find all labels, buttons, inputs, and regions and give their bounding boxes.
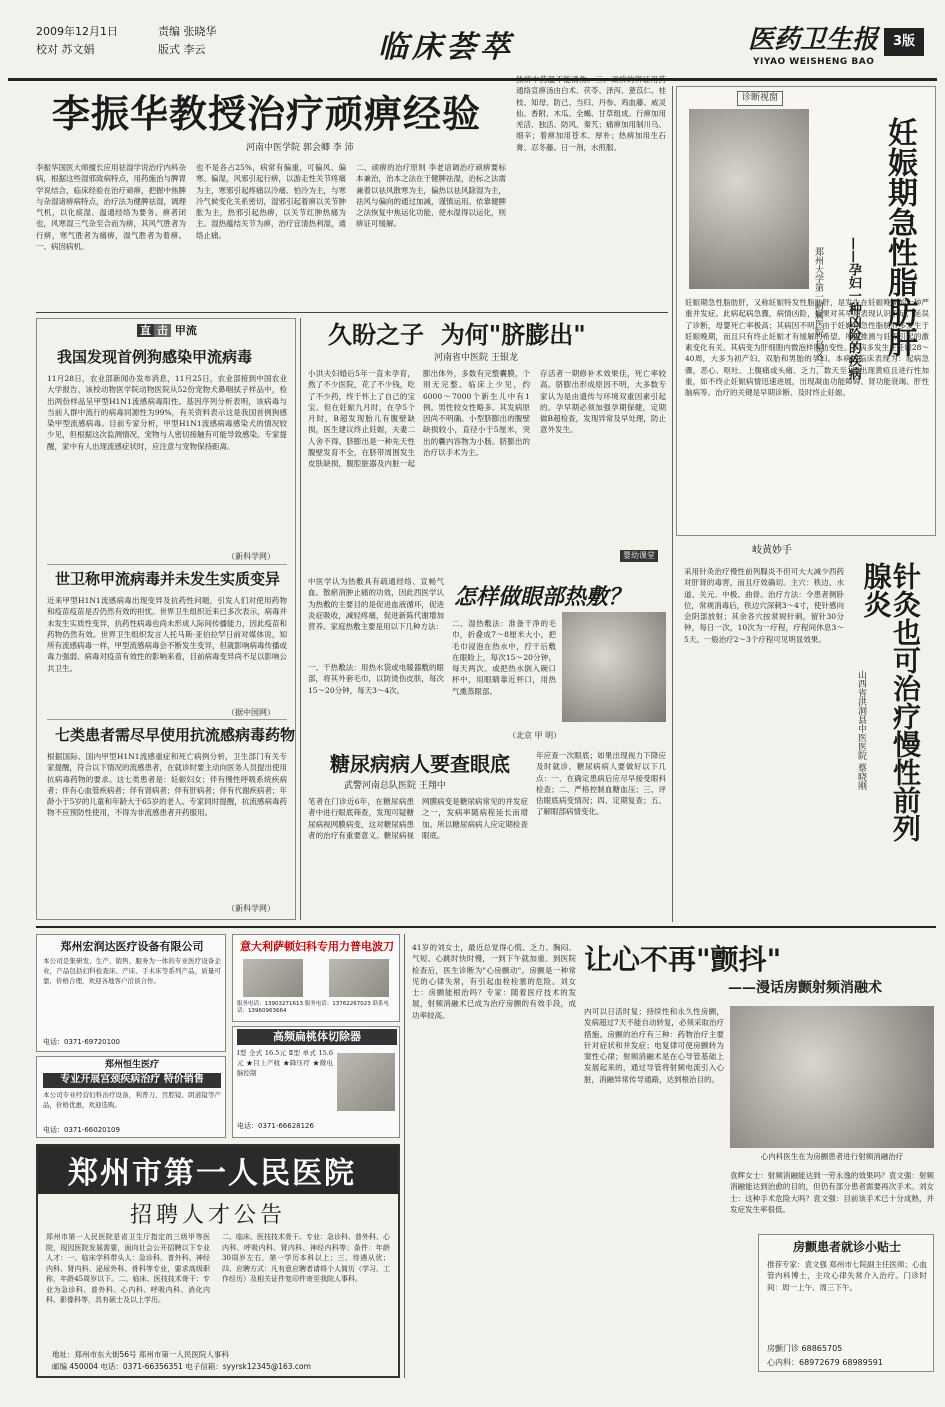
af-photo [730,1006,934,1148]
fatty-liver-photo [689,109,809,289]
ad-equipment-body: 本公司是集研发、生产、销售、服务为一体的专业医疗设备企业，产品包括妇科检查床、产床、手术床等系列产品，质量可靠，价格合理，欢迎各地客户洽谈合作。 [43,957,221,985]
diabetes-body: 笔者在门诊近6年，在糖尿病患者中进行眼底筛查，发现可疑糖尿病视网膜病变，这对糖尿病患者的治疗有重要意义。糖尿病视网膜病变是糖尿病常见的并发症之一，发病率随病程延长而增加。所以糖尿病病人应定期检查眼底。 [308,797,528,840]
lead-col-2: 也不是各占25%，病常有偏重，可偏风、偏寒、偏湿，风邪引起行痹，以游走性关节疼痛为主，寒邪引起疼痛以冷痛、怕冷为主，与寒冷气候变化关系密切，湿邪引起着痹以关节肿胀为主，热邪引起热痹，以关节红肿热痛为主。湿热蕴结关节为痹，治疗宜清热利湿，通络止痛。 [196,163,346,240]
flu-body-3: 根据国际、国内甲型H1N1流感重症和死亡病例分析，卫生部门有关专家提醒，符合以下情况的流感患者，在就诊时要主动向医务人员提出使用抗病毒药物的要求。这七类患者是：妊娠妇女；伴有慢性呼吸系统疾病者；伴有心血管疾病者；伴有肾病者；伴有肝病者；伴有代谢疾病者；年龄小于5岁的儿童和年龄大于65岁的老人。专家同时提醒，抗流感病毒药物不应预防性使用，不得为非流感患者开药服用。 [47,752,287,818]
diabetes-title: 糖尿病病人要查眼底 [330,752,510,776]
recruitment-notice [36,1144,400,1378]
eye-step-1: 一、干热敷法：用热水袋或电暖器敷的眼部，将其外套毛巾，以防烫伤皮肤，每次15～20分钟，每天3～4次。 [308,663,444,695]
eye-step-2: 二、湿热敷法：准备干净的毛巾，折叠成7～8厘米大小，把毛巾浸泡在热水中，拧干后敷在眼睑上，每次15～20分钟，每天两次。或把热水倒入碗口杯中，用眼睛靠近杯口，用热气熏蒸眼部。 [452,619,556,696]
ad-equipment-title: 郑州宏润达医疗设备有限公司 [60,940,204,953]
ad-tonsil-title: 高频扁桃体切除器 [237,1029,397,1045]
ad-tonsil-contact: 电话：0371-66628126 [237,1122,314,1130]
af-tips-phone-2: 房颤门诊 68865705 [767,1344,843,1353]
af-tips-title: 房颤患者就诊小贴士 [792,1240,901,1254]
ad-cervical-body: 本公司专业经营妇科治疗设备，利普刀、宫腔镜、阴道镜等产品，价格优惠，欢迎选购。 [43,1091,221,1109]
ad-equipment-contact: 电话：0371-69720100 [43,1038,120,1046]
ad-cervical [36,1056,226,1138]
fatty-liver-title: 妊娠期急性脂肪肝 [882,117,917,357]
lead-byline: 河南中医学院 郭会卿 李 沛 [246,143,354,153]
masthead [8,22,937,78]
lead-col-4: 热痹中药温不能清热。三、顽痹的辨证用药 通络宣痹汤由白术、茯苓、泽泻、薏苡仁、桂枝、知母、防己、当归、丹参、鸡血藤、威灵仙、香附、木瓜、全蝎、甘草组成。行痹加用羌活、独活、防风、秦艽；痛痹加用制川乌、细辛；着痹加用苍术、厚朴；热痹加用生石膏、忍冬藤。日一剂，水煎服。 [516,75,666,152]
af-ablation-article [408,934,936,1378]
fatty-liver-article [676,86,936,536]
flu-column [36,318,296,920]
af-body-2: 内可以日活时复；持续性和永久性房颤，发病超过7天不能自动转复，必须采取治疗措施。房颤的治疗有三种：药物治疗主要针对症状和并发症；电复律可使房颤转为窦性心律；射频消融术是在心导管基础上发展起来的，通过导管将射频电流引入心脏，消融异常传导通路，达到根治目的。 [584,1007,724,1084]
af-body: 41岁的刘女士，最近总觉得心慌、乏力、胸闷、气短、心跳时快时慢，一到下午就加重。到医院检查后，医生诊断为"心房颤动"。房颤是一种常见的心律失常，有引起血栓栓塞的危险。刘女士：房颤能根治吗？专家：随着医疗技术的发展，射频消融术已成为治疗房颤的有效手段，成功率较高。 [412,943,576,1020]
lead-col-1: 李振华国医大师擅长应用祛湿学说治疗内科杂病，根据这些湿邪致病特点，用药施治与脾胃学说结合，临床经验在治疗顽痹，把握中焦脾与杂湿诸痹病特点，治疗法为健脾祛湿，调理气机，以化痰湿、温通经络为要务。痹者闭也，风寒湿三气杂至合而为痹，其风气胜者为行痹，寒气胜者为痛痹，湿气胜者为着痹。一、病因病机。 [36,163,186,251]
ad-cervical-contact: 电话：0371-66020109 [43,1126,120,1134]
recruit-contact: 邮编 450004 电话：0371-66356351 电子信箱：syyrsk12345@163.com [52,1362,311,1371]
af-title: 让心不再"颤抖" [584,943,782,976]
lead-col-3: 二、顽痹的治疗原则 李老谙调治疗顽痹要标本兼治，治本之法在于健脾祛湿，治标之法需兼着以祛风散寒为主，偏热以祛风除湿为主，祛风与偏向的通过加减，谨慎运用。依靠健脾之法恢复中焦运化功能，使水湿得以运化，则痹证可缓解。 [356,163,506,229]
recruit-body: 郑州市第一人民医院是省卫生厅指定的三级甲等医院，现因医院发展需要，面向社会公开招聘以下专业人才：一、临床学科带头人：急诊科、普外科、神经内科、肾内科、泌尿外科、骨科等专业，要求高级职称，年龄45周岁以下。二、临床、医技技术骨干：专业为急诊科、普外科、心内科、呼吸内科、消化内科、影像科等，具有硕士及以上学历。 [46,1233,210,1304]
eye-photo [562,612,666,722]
omphalocele-body-2: 存活者一期修补术效果佳，死亡率较高。脐膨出形成原因不明，大多数专家认为是由遗传与环境双重因素引起的。孕早期必须加强孕期保健，定期做B超检查，发现异常及早处理，防止意外发生。 [540,369,666,435]
fatty-liver-author: 郑州大学第一附属医院 赵文兰 [813,247,824,367]
omphalocele-title: 久盼之子 为何"脐膨出" [328,320,586,349]
fatty-liver-body: 妊娠期急性脂肪肝，又称妊娠特发性脂肪肝，是发生在妊娠晚期的一种严重并发症。此病起病急骤，病情凶险，如果对其早期表现认识不足，延误了诊断，母婴死亡率极高；其病因不明，由于妊娠期急性脂肪肝多发生于妊娠晚期，而且只有终止妊娠才有缓解的希望。所以推测与妊娠引起的激素变化有关。其病变为肝细胞内微泡样脂肪变性。本病多发生在妊娠28～40周，大多为初产妇、双胎和男胎的孕妇。本病的临床表现为：起病急骤，恶心、呕吐、上腹痛或头痛、乏力，数天至1周出现黄疸且进行性加重，如不终止妊娠病情迅速进展，出现凝血功能障碍、肾功能衰竭、肝性脑病等。治疗的关键是早期诊断、及时终止妊娠。 [685,298,929,397]
diabetes-article [304,746,670,920]
masthead-proof: 校对 苏文娟 [36,43,95,56]
flu-headline-1: 我国发现首例狗感染甲流病毒 [57,348,253,366]
masthead-date: 2009年12月1日 [36,25,118,38]
lead-article [36,75,666,308]
paper-pinyin: YIYAO WEISHENG BAO [753,57,875,67]
acupuncture-title: 针灸也可治疗慢性前列腺炎 [859,562,922,842]
ad-leep-knife [232,934,400,1022]
ad-medical-equipment [36,934,226,1052]
paper-name: 医药卫生报 [748,25,879,55]
flu-source-3: （新科学网） [227,904,275,913]
diabetes-author: 武警河南总队医院 王翔中 [344,781,446,791]
omphalocele-body: 小洪夫妇婚后5年一直未孕育，熬了不少医院，花了不少钱，吃了不少药，终于怀上了自己的宝宝。但在妊娠九月时，在孕5个月时，B超发现胎儿有腹壁缺损，医生建议终止妊娠，夫妻二人舍不得。脐膨出是一种先天性腹壁发育不全，在脐带周围发生皮肤缺损，腹腔脏器及内脏一起膨出体外，多数有完整囊膜，个别无完整。临床上少见，约6000～7000个新生儿中有1例。男性较女性略多。其发病原因尚不明确。小型脐膨出的腹壁缺损较小，直径小于5厘米，突出的囊内容物为小肠。脐膨出的治疗以手术为主。 [308,369,530,468]
af-subtitle: ——漫话房颤射频消融术 [728,980,882,996]
eye-title: 怎样做眼部热敷？ [454,584,631,610]
omphalocele-author: 河南省中医院 王银龙 [434,353,518,363]
flu-body-1: 11月28日，农业部新闻办发布消息，11月25日，农业部接到中国农业大学报告，该校动物医学院动物医院从52份宠物犬鼻咽拭子样品中，检出两份样品呈甲型H1N1流感病毒阳性。基因序列分析表明，该病毒与当前人群中流行的病毒同源性为99%，有关资料表示这是我国首例狗感染甲型流感病毒。目前专家分析，甲型H1N1流感病毒感染犬的情况较少见，但根据这次监测情况，宠物与人密切接触有可能导致感染。专家提醒，家中有人出现流感症状时，应注意与宠物保持距离。 [47,374,287,451]
flu-source-2: （据中国网） [227,708,275,717]
flu-source-1: （新科学网） [227,552,275,561]
af-tips-box [758,1234,934,1372]
fatty-liver-tag: 诊断视窗 [737,91,783,106]
recruit-body-2: 二、临床、医技技术骨干。专业：急诊科、普外科、心内科、呼吸内科、肾内科、神经内科等；条件：年龄30周岁左右，第一学历本科以上；三、待遇从优；四、应聘方式：凡有意应聘者请将个人简历（学习、工作经历）及相关证件复印件寄至我院人事科。 [222,1233,390,1283]
acupuncture-body: 采用针灸治疗慢性前列腺炎不但可大大减少西药对肝肾的毒害，而且疗效确切。主穴：秩边、水道、关元、中极、曲骨。治疗方法：令患者侧卧位，常规消毒后，秩边穴深刺3～4寸，使针感向会阴部放射；其余各穴按常规针刺，留针30分钟，每日一次，10次为一疗程，疗程间休息3～5天。一般治疗2～3个疗程可见明显效果。 [684,567,844,644]
ad-tonsil-body: Ⅰ型 全式 16.5元 Ⅱ型 单式 15.6元 ★目上产收 ★降压疗 ★微电脑控制 [237,1049,333,1077]
recruit-hospital: 郑州市第一人民医院 [68,1156,356,1191]
af-photo-caption: 心内科医生在为房颤患者进行射频消融治疗 [760,1152,904,1161]
acupuncture-article [676,540,936,920]
acupuncture-tag: 岐黄妙手 [752,545,792,556]
ad-leep-phone: 服务电话：13903271613 服务电话：13762267023 联系电话：13960963664 [237,1001,389,1015]
recruit-title: 招聘人才公告 [130,1203,287,1228]
omphalocele-tag: 婴幼课堂 [620,550,658,562]
ad-leep-title: 意大利萨顿妇科专用力普电波刀 [240,940,394,953]
ad-cervical-title: 郑州恒生医疗 [104,1060,159,1070]
ad-leep-image-2 [329,959,389,997]
page-number: 3版 [884,28,924,56]
fatty-liver-subtitle: ——孕妇一种凶险的疾病 [845,237,861,380]
lead-headline: 李振华教授治疗顽痹经验 [52,91,482,136]
recruit-address: 地址：郑州市东大街56号 郑州市第一人民医院人事科 [52,1350,229,1359]
ad-tonsil-image [337,1053,395,1111]
diabetes-body-2: 年应查一次眼底；如果出现视力下降应及时就诊。糖尿病病人要做好以下几点：一、在确定患病后应尽早接受眼科检查；二、严格控制血糖血压；三、评估眼底病变情况；四、定期复查；五、了解眼部病情变化。 [536,751,666,817]
flu-tag-label: 甲流 [174,324,197,337]
omphalocele-article [304,318,670,568]
ad-tonsil [232,1026,400,1138]
flu-headline-3: 七类患者需尽早使用抗流感病毒药物 [55,726,296,744]
flu-headline-2: 世卫称甲流病毒并未发生实质变异 [55,570,281,588]
masthead-editor: 责编 张晓华 [158,25,217,38]
ad-cervical-sub: 专业开展宫颈疾病治疗 特价销售 [43,1073,221,1088]
acupuncture-author: 山西省洪洞县中医医院 蔡晓刚 [856,670,867,790]
eye-compress-article [304,572,670,742]
ad-leep-image [243,959,303,997]
section-title: 临床荟萃 [378,30,514,65]
af-tips-phone: 心内科：68972679 68989591 [767,1358,883,1367]
eye-source: （北京 甲 明） [508,731,562,740]
eye-intro: 中医学认为热敷具有疏通经络、宣畅气血、散瘀消肿止痛的功效，因此西医学认为热敷的主要目的是促进血液循环，促进炎症吸收，减轻疼痛，促进新陈代谢增加营养。家庭热敷主要是用以下几种方法： [308,577,444,631]
flu-tag: 直 击 甲流 [137,323,197,339]
flu-body-2: 近来甲型H1N1流感病毒出现变异及抗药性问题，引发人们对使用药物和疫苗疫苗是否仍然有效的担忧。世界卫生组织近来已多次表示，病毒并未发生实质性变异，抗药性病毒也尚未形成人际间传播能力，因此疫苗和药物仍然有效。世界卫生组织发言人托马斯·亚伯拉罕日前对媒体说，知所有流感病毒一样，甲型流感病毒会不断发生变异，但就影响病毒传播或毒力强弱、病毒对疫苗有效性的影响来看，目前病毒变异尚不足以影响公共卫生。 [47,596,287,673]
af-body-3: 袁辉女士：射频消融能达到一劳永逸的效果吗？袁文强：射频消融能达到治愈的目的，但仍有部分患者需要再次手术。刘女士：这种手术危险大吗？袁文强：目前该手术已十分成熟，并发症发生率很低。 [730,1171,934,1214]
masthead-layout: 版式 李云 [158,43,206,56]
af-tips-body: 推荐专家：袁文强 郑州市七院副主任医师；心血管内科博士，主攻心律失常介入治疗。门诊时间：周一上午、周三下午。 [767,1260,927,1292]
